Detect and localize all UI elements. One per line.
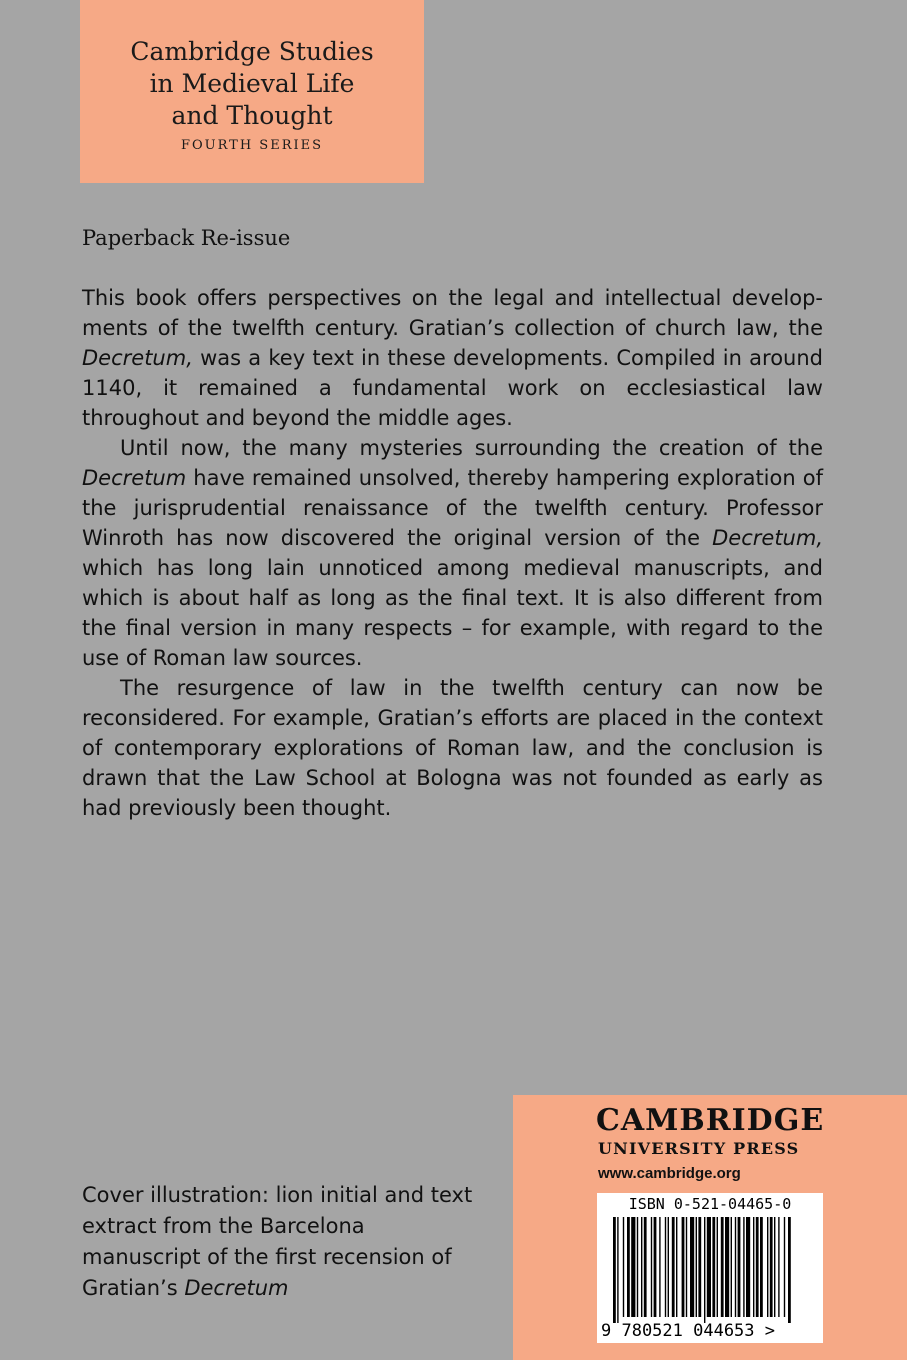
barcode-bar	[717, 1217, 718, 1317]
barcode-bar	[704, 1217, 705, 1323]
barcode-bar	[743, 1217, 744, 1317]
blurb	[82, 283, 823, 823]
caption-text: Cover illustration: lion initial and text extract from the Barcelona manuscript of the first recension of Gratian’s	[82, 1183, 473, 1300]
blurb-p2-text-c: which has long lain unnoticed among medieval manuscripts, and which is about half as long as the final text. It is also different from the final version in many respects – for example, with regard to the use of Roman law sources.	[82, 556, 823, 670]
barcode-bar	[659, 1217, 660, 1317]
barcode-bar	[753, 1217, 754, 1317]
barcode-digits: 9 780521 044653 >	[601, 1321, 775, 1341]
publisher-subtitle: UNIVERSITY PRESS	[598, 1139, 800, 1158]
barcode-bar	[682, 1217, 685, 1317]
blurb-p2-italic-1: Decretum	[82, 466, 187, 490]
blurb-p1-text-b: was a key text in these developments. Compiled in around 1140, it remained a fundamental work on ecclesiastical law throughout and beyond the middle ages.	[82, 346, 823, 430]
blurb-p1-text-a: This book offers perspectives on the legal and intellectual develop-ments of the twelfth century. Gratian’s collection of church law, the	[82, 286, 823, 340]
barcode-bar	[760, 1217, 763, 1317]
barcode-bar	[617, 1217, 618, 1323]
barcode-bar	[665, 1217, 666, 1317]
barcode-bar	[725, 1217, 729, 1317]
barcode-bar	[627, 1217, 630, 1317]
barcode-bar	[774, 1217, 775, 1317]
barcode-bar	[676, 1217, 677, 1317]
publisher-box	[513, 1095, 907, 1360]
barcode-bar	[778, 1217, 779, 1317]
barcode-bar	[788, 1217, 791, 1323]
barcode-bar	[672, 1217, 675, 1317]
barcode	[597, 1193, 823, 1343]
blurb-p2-text-a: Until now, the many mysteries surrounding the creation of the	[120, 436, 823, 460]
barcode-bar	[631, 1217, 635, 1317]
barcode-bar	[651, 1217, 652, 1317]
cover-illustration-caption	[82, 1180, 482, 1304]
barcode-bar	[756, 1217, 759, 1317]
barcode-bar	[686, 1217, 687, 1317]
barcode-bar	[712, 1217, 715, 1317]
barcode-bar	[641, 1217, 642, 1317]
series-title-line-3: and Thought	[171, 101, 333, 130]
barcode-bar	[784, 1217, 785, 1317]
barcode-bar	[690, 1217, 694, 1317]
barcode-bar	[721, 1217, 724, 1317]
barcode-bar	[698, 1217, 701, 1317]
blurb-paragraph-2	[82, 433, 823, 673]
caption-italic: Decretum	[184, 1276, 289, 1300]
reissue-label: Paperback Re-issue	[82, 226, 291, 250]
barcode-bar	[707, 1217, 711, 1317]
blurb-paragraph-3: The resurgence of law in the twelfth century can now be reconsidered. For example, Gratian’s efforts are placed in the context of contemporary explorations of Roman law, and the conclusion is drawn that the Law School at Bologna was not founded as early as had previously been thought.	[82, 676, 823, 820]
publisher-name: CAMBRIDGE	[596, 1103, 825, 1138]
barcode-bar	[623, 1217, 624, 1317]
blurb-p2-text-b: have remained unsolved, thereby hampering exploration of the jurisprudential renaissance of the twelfth century. Professor Winroth has now discovered the original version of the	[82, 466, 823, 550]
blurb-p2-italic-2: Decretum,	[712, 526, 823, 550]
barcode-bar	[637, 1217, 638, 1317]
series-box	[80, 0, 424, 183]
barcode-bar	[738, 1217, 741, 1317]
barcode-bar	[770, 1217, 773, 1317]
barcode-bar	[731, 1217, 732, 1317]
blurb-p1-italic: Decretum,	[82, 346, 193, 370]
barcode-bar	[696, 1217, 697, 1317]
barcode-bar	[654, 1217, 657, 1317]
blurb-paragraph-1	[82, 283, 823, 433]
barcode-graphic	[597, 1193, 823, 1343]
series-title-line-2: in Medieval Life	[149, 69, 355, 98]
isbn-label: ISBN 0-521-04465-0	[628, 1195, 792, 1213]
series-title-line-1: Cambridge Studies	[130, 37, 374, 66]
publisher-url: www.cambridge.org	[598, 1165, 741, 1182]
barcode-bar	[767, 1217, 768, 1317]
barcode-bar	[746, 1217, 750, 1317]
series-subtitle: FOURTH SERIES	[180, 138, 324, 153]
barcode-bar	[613, 1217, 616, 1323]
barcode-bar	[668, 1217, 669, 1317]
barcode-bar	[735, 1217, 736, 1317]
barcode-bar	[644, 1217, 647, 1317]
